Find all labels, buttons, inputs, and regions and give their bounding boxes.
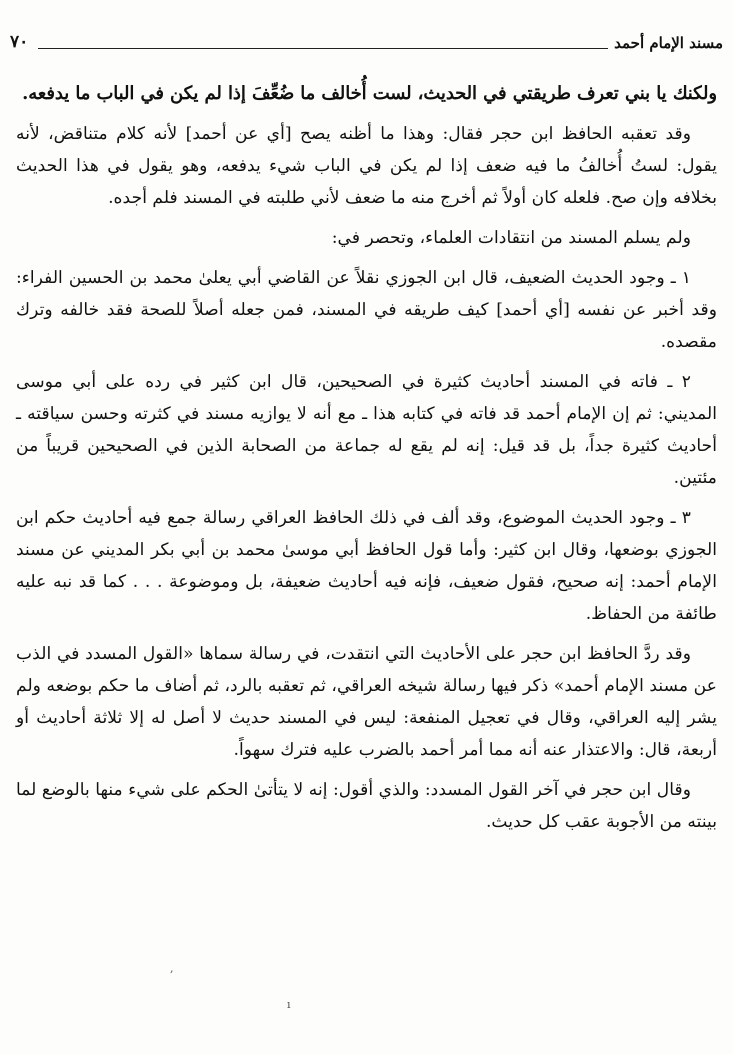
paragraph-2: وقد تعقبه الحافظ ابن حجر فقال: وهذا ما أظنه يصح [أي عن أحمد] لأنه كلام متناقض، لأنه يقول: لستُ أُخالفُ ما فيه ضعف إذا لم يكن في الباب شيء يدفعه، وهو يقول في هذا الحديث بخلافه وإن صح. فلعله كان أولاً ثم أخرج منه ما ضعف لأني طلبته في المسند فلم أجده. bbox=[16, 124, 717, 208]
scan-speck: , bbox=[170, 962, 174, 975]
paragraph-6: ٣ ـ وجود الحديث الموضوع، وقد ألف في ذلك الحافظ العراقي رسالة جمع فيه أحاديث حكم ابن الجوزي بوضعها، وقال ابن كثير: وأما قول الحافظ أبي موسىٰ محمد بن أبي بكر المديني عن مسند الإمام أحمد: إنه صحيح، فقول ضعيف، فإنه فيه أحاديث ضعيفة، بل وموضوعة . . . كما قد نبه عليه طائفة من الحفاظ. bbox=[16, 508, 717, 624]
paragraph-4: ١ ـ وجود الحديث الضعيف، قال ابن الجوزي نقلاً عن القاضي أبي يعلىٰ محمد بن الحسين الفراء: وقد أخبر عن نفسه [أي أحمد] كيف طريقه في المسند، فمن جعله أصلاً للصحة فقد خالفه وترك مقصده. bbox=[16, 268, 717, 352]
paragraph-7: وقد ردَّ الحافظ ابن حجر على الأحاديث التي انتقدت، في رسالة سماها «القول المسدد في الذب عن مسند الإمام أحمد» ذكر فيها رسالة شيخه العراقي، ثم تعقبه بالرد، ثم أضاف ما حكم بوضعه ولم يشر إليه العراقي، وقال في تعجيل المنفعة: ليس في المسند حديث لا أصل له إلا ثلاثة أحاديث أو أربعة، قال: والاعتذار عنه أنه مما أمر أحمد بالضرب عليه فترك سهواً. bbox=[16, 644, 717, 760]
paragraph-8: وقال ابن حجر في آخر القول المسدد: والذي أقول: إنه لا يتأتىٰ الحكم على شيء منها بالوضع لما بينته من الأجوبة عقب كل حديث. bbox=[16, 780, 717, 832]
running-header bbox=[10, 34, 723, 60]
paragraph-3: ولم يسلم المسند من انتقادات العلماء، وتحصر في: bbox=[331, 228, 691, 248]
page-body bbox=[16, 78, 717, 846]
page-number: ٧٠ bbox=[10, 32, 34, 52]
paragraph-5: ٢ ـ فاته في المسند أحاديث كثيرة في الصحيحين، قال ابن كثير في رده على أبي موسى المديني: ثم إن الإمام أحمد قد فاته في كتابه هذا ـ مع أنه لا يوازيه مسند في كثرته وحسن سياقته ـ أحاديث كثيرة جداً، بل قد قيل: إنه لم يقع له جماعة من الصحابة الذين في الصحيحين قريباً من مئتين. bbox=[16, 372, 717, 488]
scan-speck: ı bbox=[287, 998, 291, 1011]
paragraph-1: ولكنك يا بني تعرف طريقتي في الحديث، لست أُخالف ما ضُعِّفَ إذا لم يكن في الباب ما يدفعه. bbox=[22, 83, 717, 104]
running-title: مسند الإمام أحمد bbox=[608, 34, 723, 52]
header-rule bbox=[38, 48, 613, 49]
